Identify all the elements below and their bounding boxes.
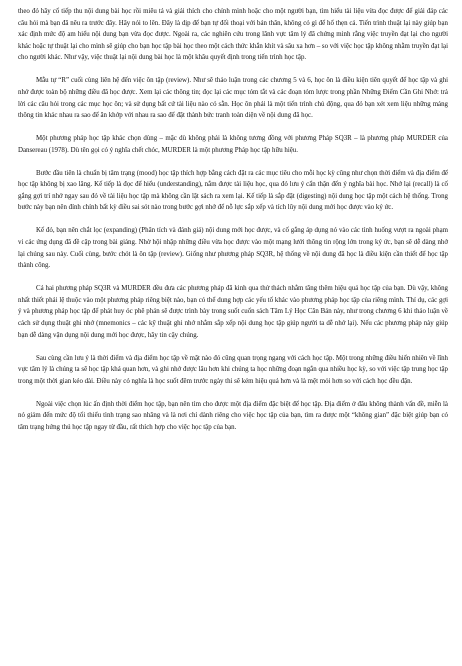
paragraph-expanding: Kế đó, bạn nên chắt lọc (expanding) (Phân tích và đánh giá) nội dung mới học được, và cố gắng áp dụng nó vào các tình huống vượt ra ngoài phạm vi các ứng dụng đã đề cập trong bài giảng. Nhờ hội nhập những điều vừa học được vào một mạng lưới thông tin rộng lớn trong ký ức, bạn sẽ dễ dàng nhớ lại chúng sau này. Cuối cùng, bước chót là ôn tập (review). Giống như phương pháp SQ3R, hệ thống về nội dung đã học là điều kiện cần thiết để học tập thành công. [18,227,448,270]
paragraph-time-place: Sau cùng cần lưu ý là thời điểm và địa điểm học tập về mặt nào đó cũng quan trọng ngang với cách học tập. Một trong những điều hiển nhiên về lĩnh vực tâm lý là chúng ta sẽ học tập khá quan hơn, và ghi nhớ được lâu hơn khi chúng ta học những đoạn ngắn qua nhiều học kỳ, so với việc tập trung học tập trong một thời gian kéo dài. Điều này có nghĩa là học suốt đêm trước ngày thi sẽ kém hiệu quả hơn và là mệt mỏi hơn so với cách học đều đặn. [18,354,448,385]
paragraph-sq3r-murder: Cả hai phương pháp SQ3R và MURDER đều đưa các phương pháp đã kinh qua thử thách nhằm tăng thêm hiệu quả học tập của bạn. Dù vậy, không nhất thiết phải lệ thuộc vào một phương pháp riêng biệt nào, bạn có thể dung hợp các yếu tố khác vào phương pháp học tập của riêng mình. Thí dụ, các gợi ý và phương pháp học tập để phát huy óc phê phán sẽ được trình bày trong suốt cuốn sách Tâm Lý Học Căn Bản này, như trong chương 6 khi thảo luận về cách sử dụng thuật ghi nhớ (mnemonics – các kỹ thuật ghi nhớ nhằm sắp xếp nội dung học tập giúp người ta dễ nhớ lại). Nếu các phương pháp này giúp bạn dễ dàng vận dụng nội dung mới học được, hãy tin cậy chúng. [18,285,448,339]
paragraph-continued: theo đó hãy cố tiếp thu nội dung bài học rồi miêu tả và giải thích cho chính mình hoặc cho một người bạn, tìm hiểu tài liệu vừa đọc được để giải đáp các câu hỏi mà bạn đã nêu ra trước đây. Hãy nói to lên. Đây là dịp để bạn tự đối thoại với bản thân, không có gì để hổ thẹn cả. Tiến trình thuật lại này giúp bạn xác định mức độ am hiểu nội dung bạn vừa đọc được. Ngoài ra, các nghiên cứu trong lãnh vực tâm lý đã chứng minh rằng việc truyền đạt lại cho người khác hoặc tự thuật lại cho mình sẽ giúp cho bạn học tập bài học theo một cách thức khắn khít và sâu xa hơn – so với việc học tập không nhằm truyền đạt lại cho người khác. Như vậy, việc thuật lại nội dung bài học là một khâu quyết định trong tiến trình học tập. [18,8,448,62]
paragraph-murder-steps: Bước đầu tiên là chuẩn bị tâm trạng (mood) học tập thích hợp bằng cách đặt ra các mục tiêu cho mỗi học kỳ cũng như chọn thời điểm và địa điểm để học tập không bị xao lãng. Kế tiếp là đọc để hiểu (understanding), nắm được tài liệu học, qua đó lưu ý cẩn thận đến ý nghĩa bài học. Nhớ lại (recall) là cố gắng gợi trí nhớ ngay sau đó về tài liệu học tập mà không cần lật sách ra xem lại. Kế tiếp là sắp đặt (digesting) nội dung học tập một cách hệ thống. Trong bước này bạn nên đính chính bất kỳ điều sai sót nào trong bước gợi nhớ để nỗ lực sắp xếp và tích lũy nội dung mới học được vào ký ức. [18,169,448,212]
paragraph-review-r: Mẫu tự “R” cuối cùng liên hệ đến việc ôn tập (review). Như sẽ thảo luận trong các chương 5 và 6, học ôn là điều kiện tiên quyết để học tập và ghi nhớ được toàn bộ những điều đã học được. Xem lại các thông tin; đọc lại các mục tóm tắt và các đoạn tóm lược trong phần Những Điểm Cần Ghi Nhớ: trả lời các câu hỏi trong các mục học ôn; và sử dụng bất cứ tài liệu nào có sẵn. Học ôn phải là một tiến trình chủ động, qua đó bạn xét xem liệu những mảng thông tin khác nhau ra sao để ăn khớp với nhau ra sao để đặt thành bức tranh toàn diện về nội dung đã học. [18,77,448,120]
paragraph-murder-intro: Một phương pháp học tập khác chọn dùng – mặc dù không phải là không tương đồng với phương Pháp SQ3R – là phương pháp MURDER của Dansereau (1978). Dù tên gọi có ý nghĩa chết chóc, MURDER là một phương Pháp học tập hữu hiệu. [18,135,448,154]
paragraph-study-location: Ngoài việc chọn lúc ấn định thời điểm học tập, bạn nên tìm cho được một địa điểm đặc biệt để học tập. Địa điểm ở đâu không thành vấn đề, miễn là nó giảm đến mức độ tối thiểu tình trạng sao nhãng và là nơi chỉ dành riêng cho việc học tập của bạn, tìm ra được một “không gian” đặc biệt giúp bạn có tâm trạng hứng thú học tập ngay từ đầu, rất thích hợp cho việc học tập của bạn. [18,400,448,431]
